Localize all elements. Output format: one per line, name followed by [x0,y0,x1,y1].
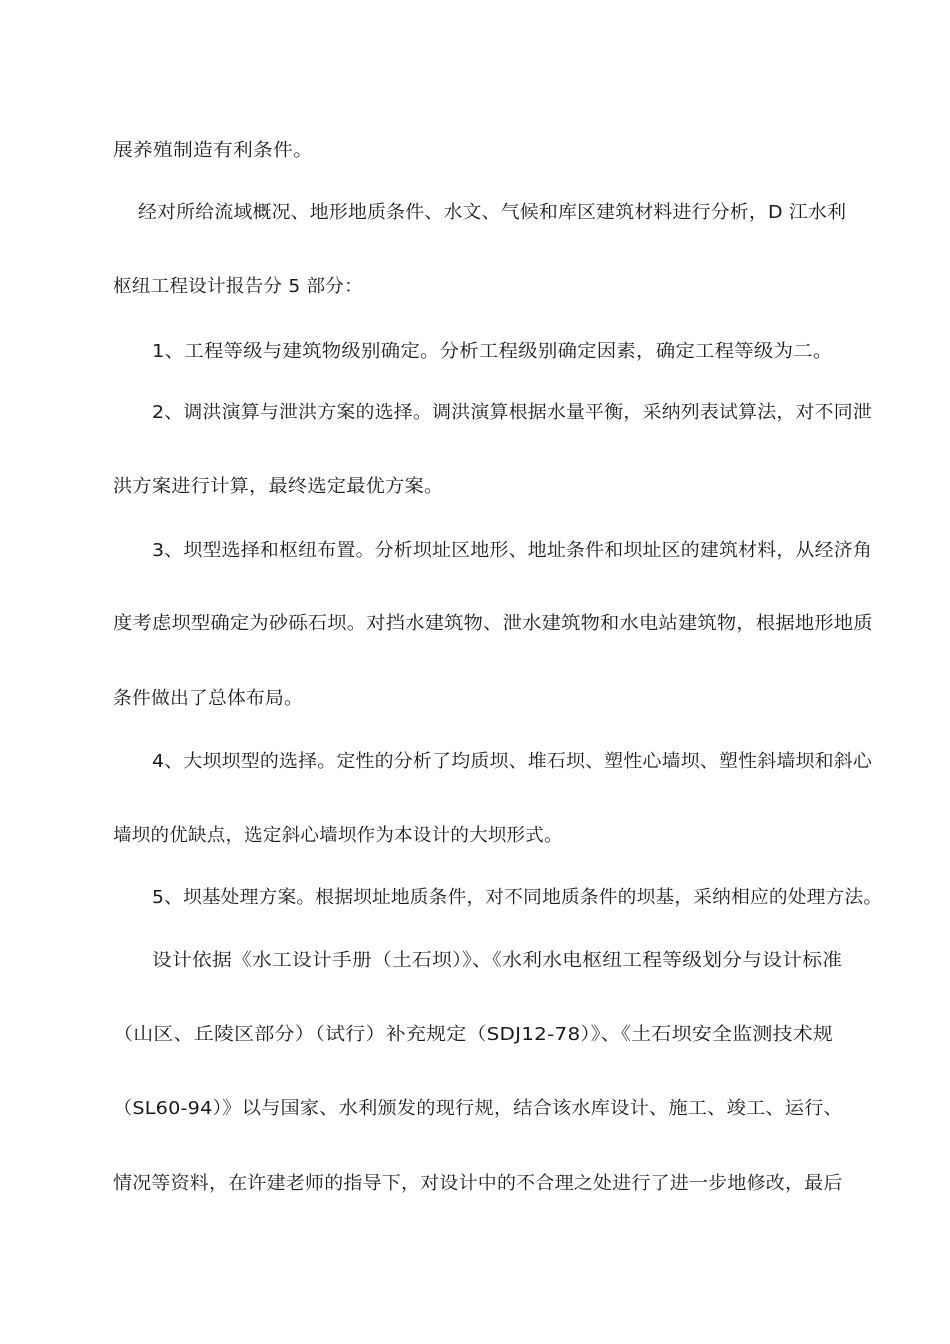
text-line: （SL60-94）》以与国家、水利颁发的现行规，结合该水库设计、施工、竣工、运行、 [113,1098,843,1119]
text-line: 1、工程等级与建筑物级别确定。分析工程级别确定因素，确定工程等级为二。 [152,341,833,362]
text-line: 4、大坝坝型的选择。定性的分析了均质坝、堆石坝、塑性心墙坝、塑性斜墙坝和斜心 [152,751,873,772]
text-line: 设计依据《水工设计手册（土石坝）》、《水利水电枢纽工程等级划分与设计标准 [152,950,843,971]
text-line: 经对所给流域概况、地形地质条件、水文、气候和库区建筑材料进行分析，D 江水利 [138,202,847,223]
text-line: 度考虑坝型确定为砂砾石坝。对挡水建筑物、泄水建筑物和水电站建筑物，根据地形地质 [113,613,873,634]
text-line: 洪方案进行计算，最终选定最优方案。 [113,476,444,497]
text-line: 5、坝基处理方案。根据坝址地质条件，对不同地质条件的坝基，采纳相应的处理方法。 [152,887,883,908]
text-line: 墙坝的优缺点，选定斜心墙坝作为本设计的大坝形式。 [113,825,563,846]
text-line: 2、调洪演算与泄洪方案的选择。调洪演算根据水量平衡，采纳列表试算法，对不同泄 [152,402,873,423]
text-line: 枢纽工程设计报告分 5 部分： [113,276,363,297]
text-line: （山区、丘陵区部分）（试行）补充规定（SDJ12-78）》、《土石坝安全监测技术规 [113,1024,834,1045]
text-line: 条件做出了总体布局。 [113,688,304,709]
text-line: 3、坝型选择和枢纽布置。分析坝址区地形、地址条件和坝址区的建筑材料，从经济角 [152,540,873,561]
text-line: 情况等资料，在许建老师的指导下，对设计中的不合理之处进行了进一步地修改，最后 [113,1173,843,1194]
text-line: 展养殖制造有利条件。 [113,140,313,161]
